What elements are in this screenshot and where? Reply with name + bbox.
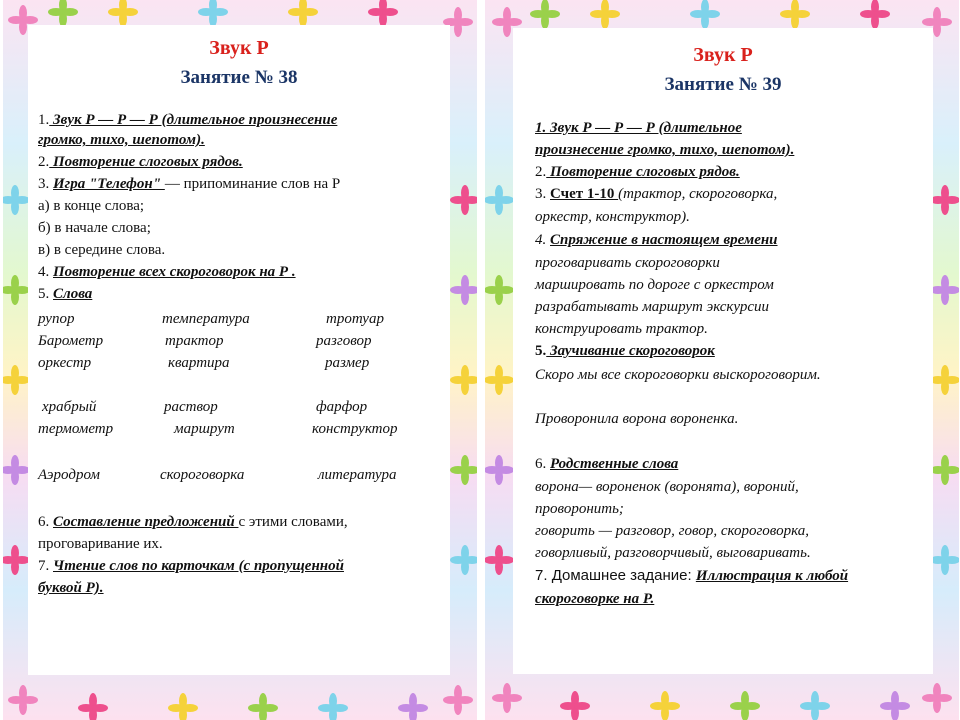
word: разговор — [316, 333, 372, 349]
tongue-twister-1: Скоро мы все скороговорки выскороговорим. — [535, 367, 821, 383]
item-3b: б) в начале слова; — [38, 220, 151, 236]
lesson-number: Занятие № 38 — [180, 67, 298, 88]
item-6: 6. Составление предложений с этими словами, — [38, 514, 348, 530]
word: Барометр — [38, 333, 104, 349]
item-7: 7. Домашнее задание: Иллюстрация к любой — [535, 567, 849, 584]
word: раствор — [164, 399, 218, 415]
word: температура — [162, 311, 250, 327]
word: литература — [318, 467, 397, 483]
lesson-title: Звук Р — [209, 37, 269, 59]
word: оркестр — [38, 355, 92, 371]
item-6b: проворонить; — [535, 501, 624, 517]
left-lesson-card — [3, 0, 477, 720]
word: рупор — [38, 311, 75, 327]
item-6d: говорливый, разговорчивый, выговаривать. — [535, 545, 811, 561]
word: трактор — [165, 333, 224, 349]
item-4: 4. Спряжение в настоящем времени — [535, 232, 778, 248]
item-4: 4. Повторение всех скороговорок на Р . — [38, 264, 296, 280]
item-3c: в) в середине слова. — [38, 242, 166, 258]
item-3: 3. Игра "Телефон" — припоминание слов на Р — [38, 176, 341, 192]
item-6c: говорить — разговор, говор, скороговорка, — [535, 523, 810, 539]
item-3a: а) в конце слова; — [38, 198, 145, 214]
item-4c: разрабатывать маршрут экскурсии — [535, 299, 769, 315]
item-1-cont: громко, тихо, шепотом). — [38, 132, 205, 148]
item-6: 6. Родственные слова — [535, 456, 679, 472]
page-gap — [477, 0, 485, 720]
item-4b: маршировать по дороге с оркестром — [535, 277, 774, 293]
item-4d: конструировать трактор. — [535, 321, 708, 337]
item-7-cont: скороговорке на Р. — [535, 591, 655, 607]
item-5: 5. Заучивание скороговорок — [535, 343, 715, 359]
item-6a: ворона— вороненок (воронята), вороний, — [535, 479, 799, 495]
item-4a: проговаривать скороговорки — [535, 255, 720, 271]
word: маршрут — [174, 421, 235, 437]
lesson-panel — [513, 28, 933, 674]
word: квартира — [168, 355, 230, 371]
item-3: 3. Счет 1-10 (трактор, скороговорка, — [535, 186, 778, 202]
right-lesson-card — [485, 0, 959, 720]
word: термометр — [38, 421, 114, 437]
item-2: 2. Повторение слоговых рядов. — [535, 164, 740, 180]
word: конструктор — [312, 421, 398, 437]
item-1: 1. Звук Р — Р — Р (длительное — [535, 120, 742, 136]
word: тротуар — [326, 311, 384, 327]
word: фарфор — [316, 399, 368, 415]
item-5: 5. Слова — [38, 286, 93, 302]
word: храбрый — [42, 399, 97, 415]
lesson-title: Звук Р — [693, 44, 753, 66]
item-1: 1. Звук Р — Р — Р (длительное произнесение — [38, 112, 338, 128]
lesson-number: Занятие № 39 — [664, 74, 782, 95]
item-7: 7. Чтение слов по карточкам (с пропущенной — [38, 558, 344, 574]
word: размер — [325, 355, 370, 371]
item-6-cont: проговаривание их. — [38, 536, 163, 552]
word: Аэродром — [38, 467, 100, 483]
word: скороговорка — [160, 467, 245, 483]
lesson-panel — [28, 25, 450, 675]
tongue-twister-2: Проворонила ворона вороненка. — [535, 411, 739, 427]
item-2: 2. Повторение слоговых рядов. — [38, 154, 243, 170]
item-1-cont: произнесение громко, тихо, шепотом). — [535, 142, 795, 158]
item-7-cont: буквой Р). — [38, 580, 104, 596]
item-3-cont: оркестр, конструктор). — [535, 209, 690, 225]
